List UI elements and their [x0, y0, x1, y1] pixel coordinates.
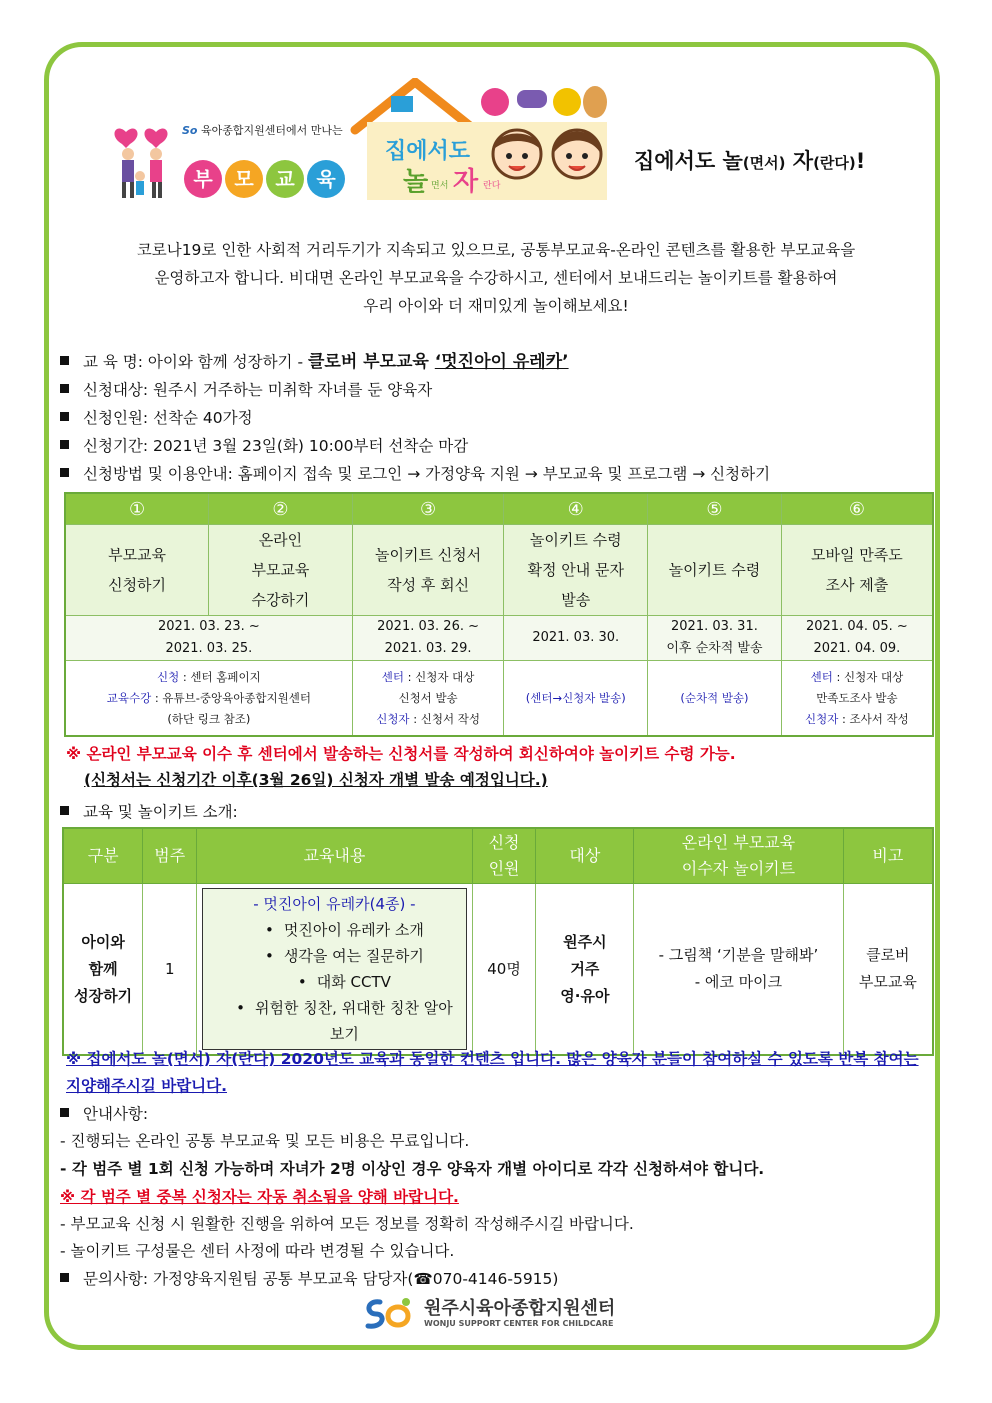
- col-header: 온라인 부모교육 이수자 놀이키트: [634, 828, 843, 884]
- family-illustration-icon: [108, 118, 178, 200]
- step-note: 신청 : 센터 홈페이지 교육수강 : 유튜브-중앙육아종합지원센터 (하단 링크 참조): [65, 661, 352, 737]
- step-title: 모바일 만족도 조사 제출: [781, 525, 933, 616]
- step-number: ③: [352, 493, 504, 525]
- table-row: [63, 884, 933, 1056]
- page-title: 집에서도 놀(면서) 자(란다)!: [634, 149, 866, 173]
- center-name: 원주시육아종합지원센터: [424, 1297, 616, 1319]
- bullet-contact: 문의사항: 가정양육지원팀 공통 부모교육 담당자(☎070-4146-5915): [60, 1267, 558, 1289]
- step-date: 2021. 03. 23. ~ 2021. 03. 25.: [65, 616, 352, 661]
- step-date-row: [65, 616, 933, 661]
- center-logo-icon: [362, 1296, 416, 1330]
- num-cell: 1: [143, 884, 197, 1056]
- intro-line: 운영하고자 합니다. 비대면 온라인 부모교육을 수강하시고, 센터에서 보내드리는 놀이키트를 활용하여: [154, 269, 838, 287]
- step-note: 센터 : 신청자 대상 만족도조사 발송 신청자 : 조사서 작성: [781, 661, 933, 737]
- svg-text:집에서도: 집에서도: [385, 139, 471, 164]
- svg-text:자: 자: [453, 167, 479, 197]
- bumo-char: 부: [184, 160, 222, 198]
- step-note: (순차적 발송): [648, 661, 782, 737]
- target-cell: 원주시 거주 영·유아: [536, 884, 634, 1056]
- center-name-en: WONJU SUPPORT CENTER FOR CHILDCARE: [424, 1318, 614, 1328]
- bullet-guide-label: 안내사항:: [60, 1102, 148, 1124]
- bumo-char: 육: [307, 160, 345, 198]
- step-number-row: [65, 493, 933, 525]
- content-title: - 멋진아이 유레카(4종) -: [253, 895, 416, 913]
- col-header: 구분: [63, 828, 143, 884]
- intro-paragraph: [60, 236, 932, 320]
- col-header: 비고: [843, 828, 933, 884]
- list-item: • 대화 CCTV: [229, 969, 459, 995]
- step-title: 놀이키트 수령 확정 안내 문자 발송: [504, 525, 648, 616]
- steps-table: [64, 492, 934, 737]
- guide-line: - 부모교육 신청 시 원활한 진행을 위하여 모든 정보를 정확히 작성해주시길 바랍니다.: [60, 1215, 634, 1233]
- house-logo-icon: [345, 78, 620, 206]
- note-cell: 클로버 부모교육: [843, 884, 933, 1056]
- intro-line: 우리 아이와 더 재미있게 놀이해보세요!: [363, 297, 629, 315]
- bumo-education-logo: [184, 160, 345, 198]
- program-header-row: [63, 828, 933, 884]
- bullet-edu-name: 교 육 명: 아이와 함께 성장하기 - 클로버 부모교육 ‘멋진아이 유레카’: [60, 347, 569, 372]
- guide-line: - 놀이키트 구성물은 센터 사정에 따라 변경될 수 있습니다.: [60, 1242, 455, 1260]
- step-title: 온라인 부모교육 수강하기: [209, 525, 353, 616]
- bullet-intro-label: 교육 및 놀이키트 소개:: [60, 800, 238, 822]
- step-number: ⑤: [648, 493, 782, 525]
- guide-line: ※ 각 범주 별 중복 신청자는 자동 취소됨을 양해 바랍니다.: [60, 1188, 459, 1206]
- step-note: (센터→신청자 발송): [504, 661, 648, 737]
- count-cell: 40명: [472, 884, 536, 1056]
- step-title-row: [65, 525, 933, 616]
- step-date: 2021. 03. 31. 이후 순차적 발송: [648, 616, 782, 661]
- list-item: • 위험한 칭찬, 위대한 칭찬 알아보기: [229, 995, 459, 1047]
- repeat-notice: ※ 집에서도 놀(면서) 자(란다) 2020년도 교육과 동일한 컨텐츠 입니다. 많은 양육자 분들이 참여하실 수 있도록 반복 참여는 지양해주시길 바랍니다.: [66, 1050, 919, 1095]
- guide-line: - 각 범주 별 1회 신청 가능하며 자녀가 2명 이상인 경우 양육자 개별 아이디로 각각 신청하셔야 합니다.: [60, 1160, 765, 1178]
- svg-text:면서: 면서: [431, 181, 449, 191]
- list-item: • 생각을 여는 질문하기: [229, 943, 459, 969]
- svg-text:란다: 란다: [483, 181, 501, 191]
- bullet-target: 신청대상: 원주시 거주하는 미취학 자녀를 둔 양육자: [60, 378, 432, 400]
- bullet-count: 신청인원: 선착순 40가정: [60, 406, 253, 428]
- step-number: ④: [504, 493, 648, 525]
- svg-text:놀: 놀: [403, 167, 429, 197]
- step-date: 2021. 04. 05. ~ 2021. 04. 09.: [781, 616, 933, 661]
- col-header: 범주: [143, 828, 197, 884]
- guide-line: - 진행되는 온라인 공통 부모교육 및 모든 비용은 무료입니다.: [60, 1132, 470, 1150]
- col-header: 신청 인원: [472, 828, 536, 884]
- col-header: 대상: [536, 828, 634, 884]
- step-date: 2021. 03. 26. ~ 2021. 03. 29.: [352, 616, 504, 661]
- center-logo-text: So 육아종합지원센터에서 만나는: [182, 124, 343, 137]
- step-title: 놀이키트 수령: [648, 525, 782, 616]
- footer-logo: [362, 1296, 615, 1330]
- category-cell: 아이와 함께 성장하기: [63, 884, 143, 1056]
- bumo-char: 교: [266, 160, 304, 198]
- bumo-char: 모: [225, 160, 263, 198]
- step-title: 놀이키트 신청서 작성 후 회신: [352, 525, 504, 616]
- col-header: 교육내용: [197, 828, 472, 884]
- step-note: 센터 : 신청자 대상 신청서 발송 신청자 : 신청서 작성: [352, 661, 504, 737]
- warning-kit: ※ 온라인 부모교육 이수 후 센터에서 발송하는 신청서를 작성하여 회신하여야 놀이키트 수령 가능.: [66, 745, 736, 763]
- program-table: [62, 827, 934, 1056]
- content-box: [202, 888, 466, 1050]
- step-number: ①: [65, 493, 209, 525]
- content-cell: [197, 884, 472, 1056]
- bullet-method: 신청방법 및 이용안내: 홈페이지 접속 및 로그인 → 가정양육 지원 → 부모교육 및 프로그램 → 신청하기: [60, 462, 770, 484]
- intro-line: 코로나19로 인한 사회적 거리두기가 지속되고 있으므로, 공통부모교육-온라인 콘텐츠를 활용한 부모교육을: [136, 241, 856, 259]
- step-number: ⑥: [781, 493, 933, 525]
- step-number: ②: [209, 493, 353, 525]
- warning-schedule: (신청서는 신청기간 이후(3월 26일) 신청자 개별 발송 예정입니다.): [84, 771, 548, 789]
- step-title: 부모교육 신청하기: [65, 525, 209, 616]
- step-date: 2021. 03. 30.: [504, 616, 648, 661]
- kit-cell: - 그림책 ‘기분을 말해봐’ - 에코 마이크: [634, 884, 843, 1056]
- bullet-period: 신청기간: 2021년 3월 23일(화) 10:00부터 선착순 마감: [60, 434, 468, 456]
- list-item: • 멋진아이 유레카 소개: [229, 917, 459, 943]
- step-note-row: [65, 661, 933, 737]
